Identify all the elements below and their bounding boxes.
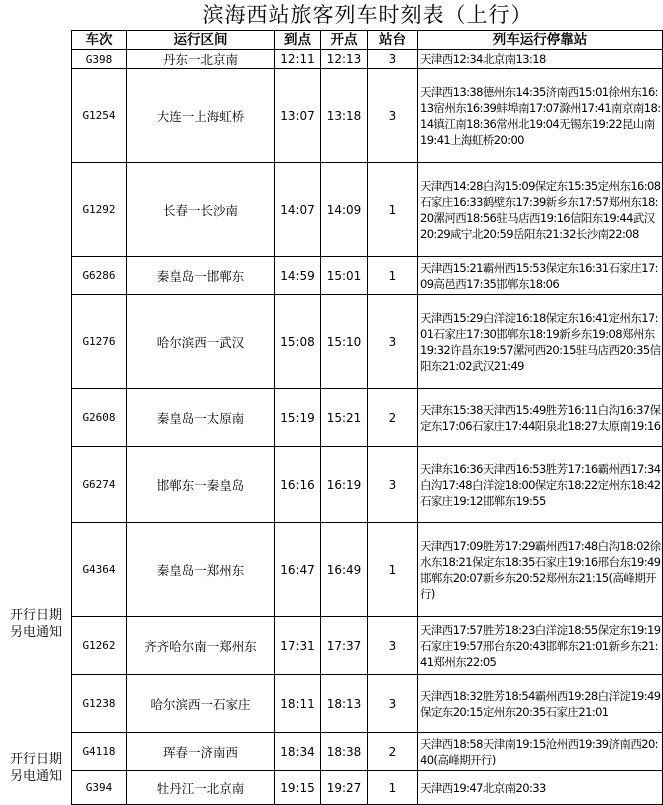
train-number-cell: G6274 (72, 447, 127, 523)
train-number-cell: G1276 (72, 295, 127, 389)
platform-cell: 3 (368, 69, 418, 163)
stops-cell: 天津西17:57胜芳18:23白洋淀18:55保定东19:19石家庄19:57邢台东20:43邯郸东21:01新乡东21:41郑州东22:05 (418, 617, 663, 675)
stops-cell: 天津西13:38德州东14:35济南西15:01徐州东16:13宿州东16:39蚌埠南17:07滁州17:41南京南18:14镇江南18:36常州北19:04无锡东19:22昆山南19:41上海虹桥20:00 (418, 69, 663, 163)
table-row (72, 447, 663, 523)
route-cell: 牡丹江一北京南 (127, 771, 275, 805)
side-note-line: 开行日期 (9, 752, 62, 767)
stops-cell: 天津西15:29白洋淀16:18保定东16:41定州东17:01石家庄17:30邯郸东18:19新乡东19:08郑州东19:32许昌东19:57漯河西20:15驻马店西20:35信阳东21:02武汉21:49 (418, 295, 663, 389)
platform-cell: 1 (368, 163, 418, 257)
header-row (72, 31, 663, 50)
col-header-arrive: 到点 (275, 31, 321, 50)
arrive-time-cell: 15:19 (275, 389, 321, 447)
page-title: 滨海西站旅客列车时刻表（上行） (202, 3, 533, 27)
depart-time-cell: 14:09 (321, 163, 368, 257)
table-row (72, 295, 663, 389)
route-cell: 珲春一济南西 (127, 733, 275, 771)
table-row (72, 617, 663, 675)
table-row (72, 257, 663, 295)
col-header-depart: 开点 (321, 31, 368, 50)
table-row (72, 771, 663, 805)
platform-cell: 2 (368, 389, 418, 447)
platform-cell: 3 (368, 447, 418, 523)
arrive-time-cell: 16:47 (275, 523, 321, 617)
table-row (72, 69, 663, 163)
depart-time-cell: 16:19 (321, 447, 368, 523)
train-number-cell: G1238 (72, 675, 127, 733)
depart-time-cell: 17:37 (321, 617, 368, 675)
table-row (72, 50, 663, 69)
platform-cell: 1 (368, 771, 418, 805)
arrive-time-cell: 18:34 (275, 733, 321, 771)
train-number-cell: G394 (72, 771, 127, 805)
arrive-time-cell: 12:11 (275, 50, 321, 69)
depart-time-cell: 12:13 (321, 50, 368, 69)
platform-cell: 3 (368, 50, 418, 69)
stops-cell: 天津西18:32胜芳18:54霸州西19:28白洋淀19:49保定东20:15定州东20:35石家庄21:01 (418, 675, 663, 733)
platform-cell: 1 (368, 257, 418, 295)
arrive-time-cell: 14:59 (275, 257, 321, 295)
train-number-cell: G1254 (72, 69, 127, 163)
route-cell: 哈尔滨西一石家庄 (127, 675, 275, 733)
table-row (72, 733, 663, 771)
depart-time-cell: 15:10 (321, 295, 368, 389)
stops-cell: 天津西15:21霸州西15:53保定东16:31石家庄17:09高邑西17:35邯郸东18:06 (418, 257, 663, 295)
col-header-platform: 站台 (368, 31, 418, 50)
table-row (72, 523, 663, 617)
side-note-line: 另电通知 (9, 625, 62, 640)
arrive-time-cell: 13:07 (275, 69, 321, 163)
stops-cell: 天津西12:34北京南13:18 (418, 50, 663, 69)
train-number-cell: G2608 (72, 389, 127, 447)
arrive-time-cell: 17:31 (275, 617, 321, 675)
stops-cell: 天津西17:09胜芳17:29霸州西17:48白沟18:02徐水东18:21保定东18:35石家庄19:16邢台东19:49邯郸东20:07新乡东20:52郑州东21:15(高峰期开行) (418, 523, 663, 617)
arrive-time-cell: 15:08 (275, 295, 321, 389)
train-number-cell: G4118 (72, 733, 127, 771)
route-cell: 秦皇岛一郑州东 (127, 523, 275, 617)
table-row (72, 675, 663, 733)
col-header-stops: 列车运行停靠站 (418, 31, 663, 50)
stops-cell: 天津东16:36天津西16:53胜芳17:16霸州西17:34白沟17:48白洋淀18:00保定东18:22定州东18:42石家庄19:12邯郸东19:55 (418, 447, 663, 523)
stops-cell: 天津东15:38天津西15:49胜芳16:11白沟16:37保定东17:06石家庄17:44阳泉北18:27太原南19:16 (418, 389, 663, 447)
depart-time-cell: 19:27 (321, 771, 368, 805)
route-cell: 邯郸东一秦皇岛 (127, 447, 275, 523)
table-row (72, 163, 663, 257)
arrive-time-cell: 14:07 (275, 163, 321, 257)
side-note (0, 607, 72, 641)
route-cell: 丹东一北京南 (127, 50, 275, 69)
depart-time-cell: 18:13 (321, 675, 368, 733)
train-number-cell: G398 (72, 50, 127, 69)
stops-cell: 天津西14:28白沟15:09保定东15:35定州东16:08石家庄16:33鹤壁东17:39新乡东17:57郑州东18:20漯河西18:56驻马店西19:16信阳东19:44武汉20:29咸宁北20:59岳阳东21:32长沙南22:08 (418, 163, 663, 257)
route-cell: 长春一长沙南 (127, 163, 275, 257)
train-number-cell: G1292 (72, 163, 127, 257)
platform-cell: 3 (368, 617, 418, 675)
side-note-line: 开行日期 (9, 608, 62, 623)
platform-cell: 3 (368, 675, 418, 733)
depart-time-cell: 16:49 (321, 523, 368, 617)
route-cell: 秦皇岛一太原南 (127, 389, 275, 447)
depart-time-cell: 15:21 (321, 389, 368, 447)
depart-time-cell: 18:38 (321, 733, 368, 771)
arrive-time-cell: 16:16 (275, 447, 321, 523)
route-cell: 齐齐哈尔南一郑州东 (127, 617, 275, 675)
col-header-train: 车次 (72, 31, 127, 50)
depart-time-cell: 15:01 (321, 257, 368, 295)
depart-time-cell: 13:18 (321, 69, 368, 163)
train-number-cell: G4364 (72, 523, 127, 617)
platform-cell: 1 (368, 523, 418, 617)
table-row (72, 389, 663, 447)
stops-cell: 天津西19:47北京南20:33 (418, 771, 663, 805)
stops-cell: 天津西18:58天津南19:15沧州西19:39济南西20:40(高峰期开行) (418, 733, 663, 771)
side-note (0, 751, 72, 785)
arrive-time-cell: 19:15 (275, 771, 321, 805)
route-cell: 大连一上海虹桥 (127, 69, 275, 163)
platform-cell: 3 (368, 295, 418, 389)
timetable (71, 30, 663, 805)
route-cell: 哈尔滨西一武汉 (127, 295, 275, 389)
platform-cell: 2 (368, 733, 418, 771)
route-cell: 秦皇岛一邯郸东 (127, 257, 275, 295)
train-number-cell: G6286 (72, 257, 127, 295)
col-header-route: 运行区间 (127, 31, 275, 50)
side-note-line: 另电通知 (9, 769, 62, 784)
arrive-time-cell: 18:11 (275, 675, 321, 733)
train-number-cell: G1262 (72, 617, 127, 675)
